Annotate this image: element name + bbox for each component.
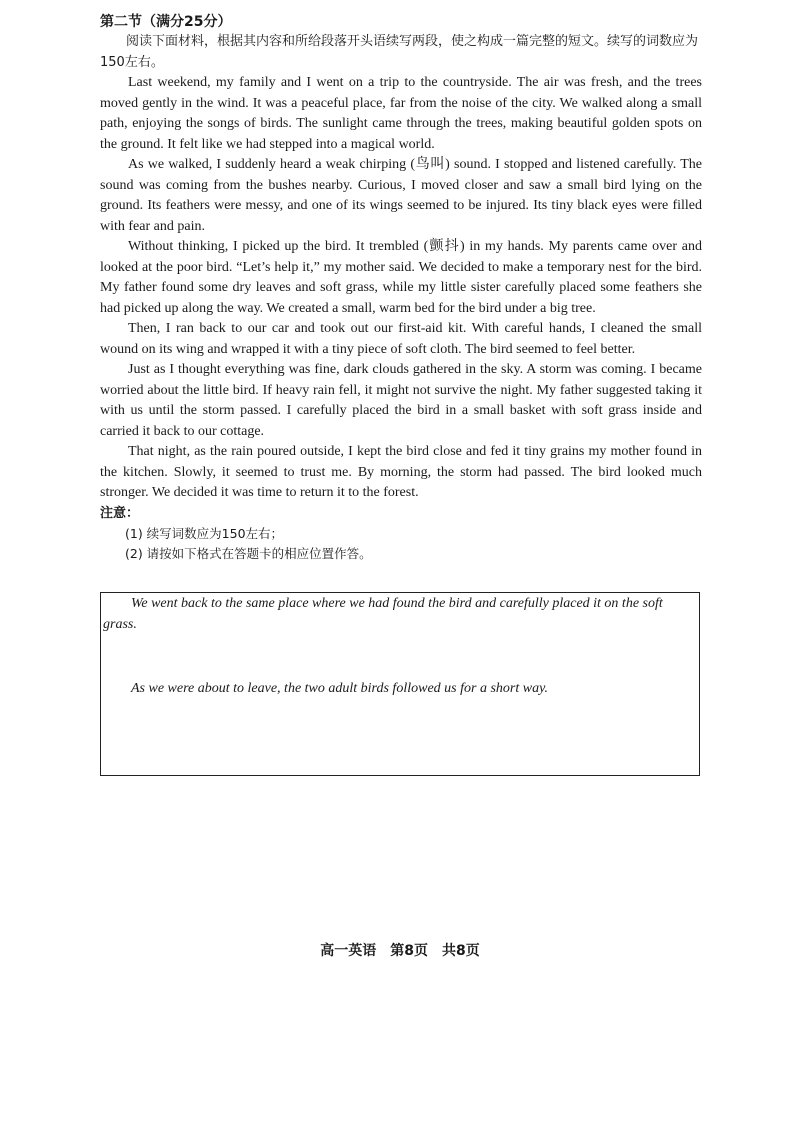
paragraph-opener-1: We went back to the same place where we had found the bird and carefully placed it on the soft grass.	[103, 596, 663, 632]
notes-title: 注意：	[100, 505, 140, 521]
passage-paragraph: That night, as the rain poured outside, I kept the bird close and fed it tiny grains my mother found in the kitchen. Slowly, it seemed to trust me. By morning, the storm had passed. The bird looked much stronger. We decided it was time to return it to the forest.	[100, 444, 702, 500]
page-footer: 高一英语 第8页 共8页	[320, 943, 480, 959]
paragraph-opener-2: As we were about to leave, the two adult birds followed us for a short way.	[131, 681, 549, 696]
passage-paragraph: As we walked, I suddenly heard a weak chirping (鸟叫) sound. I stopped and listened carefully. The sound was coming from the bushes nearby. Curious, I moved closer and saw a small bird lying on the ground. Its feathers were messy, and one of its wings seemed to be injured. Its tiny black eyes were filled with fear and pain.	[100, 157, 702, 234]
page-content	[100, 12, 702, 565]
passage-paragraph: Last weekend, my family and I went on a trip to the countryside. The air was fresh, and the trees moved gently in the wind. It was a peaceful place, far from the noise of the city. We walked along a small path, enjoying the songs of birds. The sunlight came through the trees, making beautiful golden spots on the ground. It felt like we had stepped into a magical world.	[100, 75, 702, 152]
answer-box	[100, 592, 700, 776]
reading-passage	[100, 73, 702, 504]
passage-paragraph: Without thinking, I picked up the bird. It trembled (颤抖) in my hands. My parents came over and looked at the poor bird. “Let’s help it,” my mother said. We decided to make a temporary nest for the bird. My father found some dry leaves and soft grass, while my little sister carefully placed some feathers she had picked up along the way. We created a small, warm bed for the bird under a big tree.	[100, 239, 702, 316]
passage-paragraph: Just as I thought everything was fine, dark clouds gathered in the sky. A storm was coming. I became worried about the little bird. If heavy rain fell, it might not survive the night. My father suggested taking it with us until the storm passed. I carefully placed the bird in a small basket with soft grass inside and carried it back to our cottage.	[100, 362, 702, 439]
note-item: (1) 续写词数应为150左右；	[125, 525, 284, 541]
note-item: (2) 请按如下格式在答题卡的相应位置作答。	[125, 546, 372, 561]
section-title: 第二节（满分25分）	[100, 14, 232, 30]
passage-paragraph: Then, I ran back to our car and took out our first-aid kit. With careful hands, I cleaned the small wound on its wing and wrapped it with a tiny piece of soft cloth. The bird seemed to feel better.	[100, 321, 702, 357]
section-instruction: 阅读下面材料，根据其内容和所给段落开头语续写两段，使之构成一篇完整的短文。续写的词数应为150左右。	[100, 34, 699, 70]
